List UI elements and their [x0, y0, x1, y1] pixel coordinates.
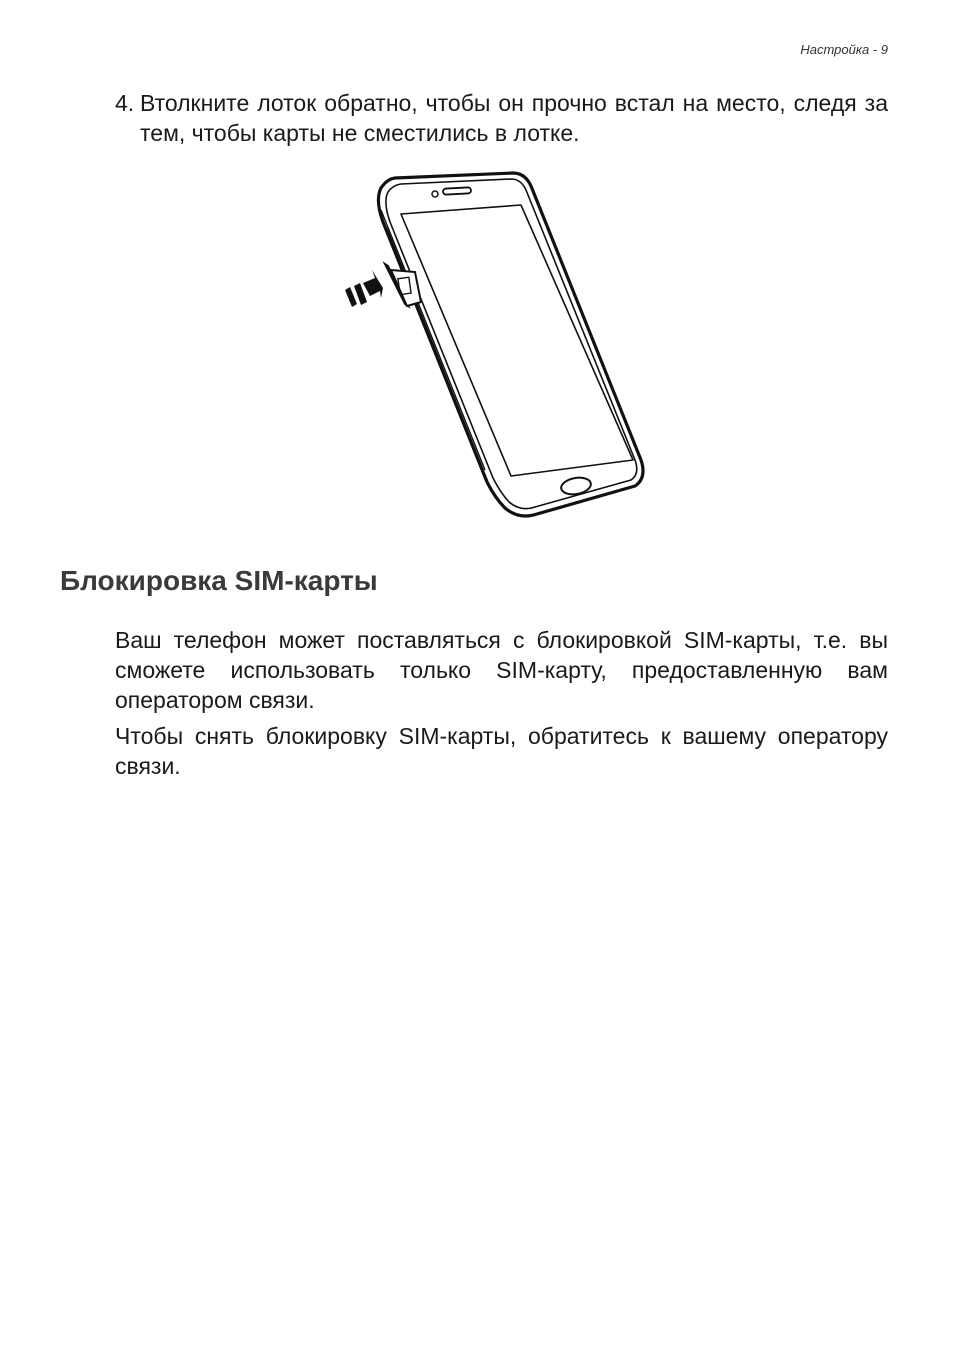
phone-icon	[378, 173, 643, 516]
step-number: 4.	[115, 90, 135, 116]
body-paragraph: Чтобы снять блокировку SIM-карты, обратитесь к вашему оператору связи.	[115, 723, 888, 779]
body-paragraph: Ваш телефон может поставляться с блокировкой SIM-карты, т.е. вы сможете использовать только SIM-карту, предоставленную вам оператором связи.	[115, 627, 888, 713]
push-arrow-icon	[345, 270, 383, 307]
step-item	[115, 88, 888, 148]
phone-sim-tray-illustration	[335, 170, 655, 525]
running-header: Настройка - 9	[800, 42, 888, 57]
step-text: Втолкните лоток обратно, чтобы он прочно встал на место, следя за тем, чтобы карты не сместились в лотке.	[140, 90, 888, 146]
sim-tray-icon	[385, 264, 421, 306]
section-heading: Блокировка SIM-карты	[60, 565, 378, 596]
